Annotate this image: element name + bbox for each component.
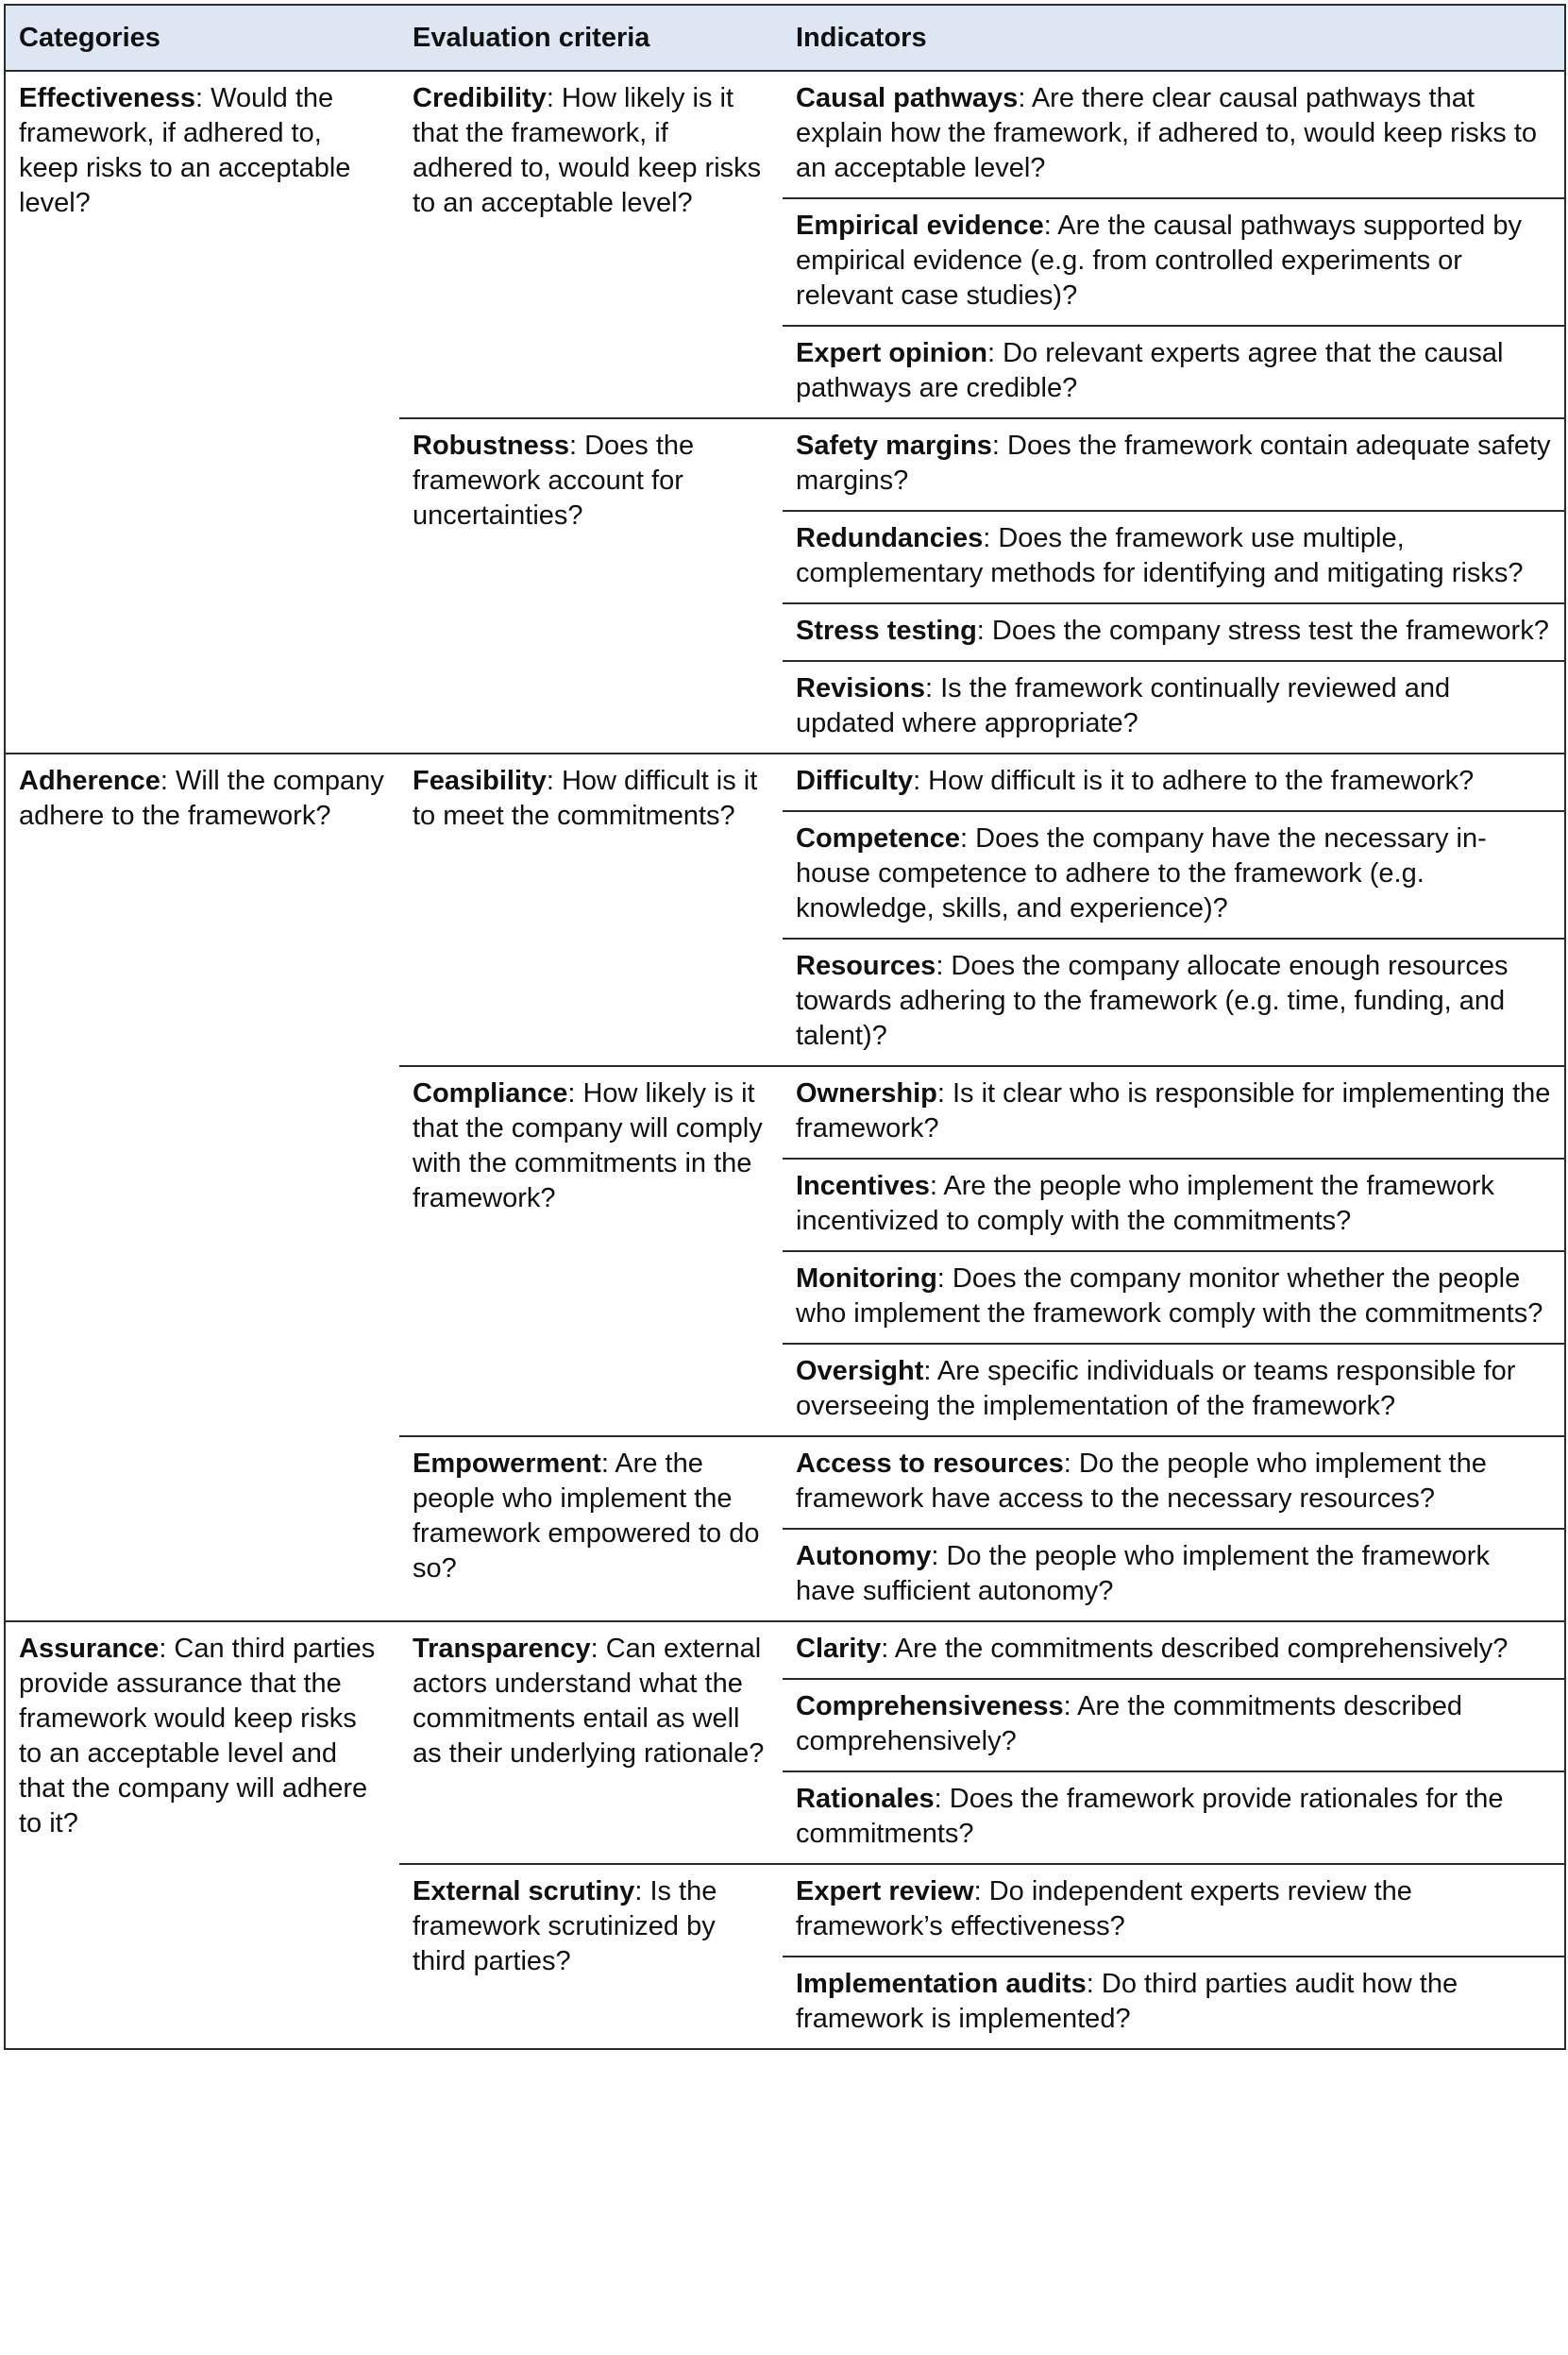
indicator-text: : Are the people who implement the framework incentivized to comply with the commitments?	[796, 1171, 1494, 1236]
category-name: Adherence	[19, 766, 160, 796]
criterion-name: Robustness	[413, 431, 569, 461]
evaluation-table-container	[4, 4, 1564, 2050]
indicator-name: Clarity	[796, 1634, 882, 1664]
indicator-name: Redundancies	[796, 523, 984, 553]
indicator-cell-difficulty	[783, 754, 1565, 811]
category-name: Assurance	[19, 1634, 160, 1664]
evaluation-table	[4, 4, 1566, 2050]
indicator-text: : Does the company monitor whether the people who implement the framework comply with the commitments?	[796, 1263, 1543, 1329]
indicator-text: : Are the commitments described comprehensively?	[881, 1634, 1509, 1664]
indicator-cell-revisions	[783, 661, 1565, 754]
indicator-cell-competence	[783, 811, 1565, 939]
criterion-name: Transparency	[413, 1634, 591, 1664]
criterion-cell-robustness	[399, 418, 783, 754]
indicator-name: Comprehensiveness	[796, 1691, 1064, 1721]
category-text: : Will the company adhere to the framework?	[19, 766, 384, 831]
indicator-text: : Are specific individuals or teams responsible for overseeing the implementation of the framework?	[796, 1356, 1516, 1421]
header-categories: Categories	[5, 5, 399, 71]
indicator-text: : Are the commitments described comprehensively?	[796, 1691, 1462, 1756]
header-row	[5, 5, 1565, 71]
indicator-text: : How difficult is it to adhere to the framework?	[913, 766, 1475, 796]
criterion-cell-compliance	[399, 1066, 783, 1436]
category-cell-effectiveness	[5, 71, 399, 754]
indicator-text: : Do relevant experts agree that the causal pathways are credible?	[796, 338, 1504, 403]
indicator-cell-expert-review	[783, 1864, 1565, 1957]
indicator-text: : Are the causal pathways supported by empirical evidence (e.g. from controlled experiments or relevant case studies)?	[796, 211, 1522, 311]
category-name: Effectiveness	[19, 83, 195, 113]
header-evaluation-criteria: Evaluation criteria	[399, 5, 783, 71]
criterion-cell-credibility	[399, 71, 783, 418]
indicator-text: : Is the framework continually reviewed and updated where appropriate?	[796, 673, 1451, 738]
indicator-cell-empirical-evidence	[783, 198, 1565, 326]
indicator-cell-redundancies	[783, 511, 1565, 603]
indicator-cell-causal-pathways	[783, 71, 1565, 198]
indicator-name: Competence	[796, 823, 961, 854]
criterion-text: : Does the framework account for uncertainties?	[413, 431, 695, 531]
criterion-text: : How likely is it that the framework, if adhered to, would keep risks to an acceptable level?	[413, 83, 762, 218]
indicator-cell-expert-opinion	[783, 326, 1565, 418]
indicator-text: : Does the framework contain adequate safety margins?	[796, 431, 1551, 496]
indicator-cell-monitoring	[783, 1251, 1565, 1344]
criterion-cell-feasibility	[399, 754, 783, 1066]
criterion-cell-external-scrutiny	[399, 1864, 783, 2049]
criterion-name: Compliance	[413, 1078, 568, 1109]
indicator-cell-stress-testing	[783, 603, 1565, 661]
category-cell-assurance	[5, 1621, 399, 2049]
criterion-name: Credibility	[413, 83, 547, 113]
indicator-text: : Does the framework provide rationales for the commitments?	[796, 1784, 1504, 1849]
indicator-cell-rationales	[783, 1771, 1565, 1864]
criterion-text: : Is the framework scrutinized by third parties?	[413, 1876, 717, 1976]
indicator-name: Autonomy	[796, 1541, 932, 1571]
indicator-name: Expert opinion	[796, 338, 987, 368]
indicator-text: : Do third parties audit how the framework is implemented?	[796, 1969, 1458, 2034]
indicator-text: : Does the company allocate enough resources towards adhering to the framework (e.g. time, funding, and talent)?	[796, 951, 1509, 1051]
indicator-name: Revisions	[796, 673, 925, 703]
indicator-name: Oversight	[796, 1356, 924, 1386]
criterion-name: Feasibility	[413, 766, 547, 796]
indicator-text: : Does the company stress test the framework?	[976, 616, 1549, 646]
criterion-name: External scrutiny	[413, 1876, 635, 1906]
table-row	[5, 754, 1565, 811]
category-cell-adherence	[5, 754, 399, 1621]
category-text: : Would the framework, if adhered to, keep risks to an acceptable level?	[19, 83, 351, 218]
table-row	[5, 71, 1565, 198]
table-row	[5, 1621, 1565, 1679]
indicator-cell-clarity	[783, 1621, 1565, 1679]
criterion-cell-transparency	[399, 1621, 783, 1864]
table-body	[5, 71, 1565, 2049]
indicator-cell-oversight	[783, 1344, 1565, 1436]
criterion-cell-empowerment	[399, 1436, 783, 1621]
category-text: : Can third parties provide assurance that the framework would keep risks to an acceptable level and that the company will adhere to it?	[19, 1634, 376, 1838]
indicator-name: Implementation audits	[796, 1969, 1087, 1999]
criterion-text: : How difficult is it to meet the commitments?	[413, 766, 758, 831]
indicator-name: Empirical evidence	[796, 211, 1044, 241]
criterion-text: : How likely is it that the company will comply with the commitments in the framework?	[413, 1078, 763, 1213]
indicator-name: Access to resources	[796, 1449, 1064, 1479]
criterion-name: Empowerment	[413, 1449, 601, 1479]
indicator-cell-autonomy	[783, 1529, 1565, 1621]
indicator-cell-ownership	[783, 1066, 1565, 1159]
indicator-text: : Is it clear who is responsible for implementing the framework?	[796, 1078, 1551, 1144]
indicator-cell-incentives	[783, 1159, 1565, 1251]
indicator-text: : Are there clear causal pathways that explain how the framework, if adhered to, would keep risks to an acceptable level?	[796, 83, 1538, 183]
indicator-name: Incentives	[796, 1171, 930, 1201]
indicator-cell-comprehensiveness	[783, 1679, 1565, 1771]
indicator-name: Safety margins	[796, 431, 992, 461]
indicator-name: Stress testing	[796, 616, 977, 646]
indicator-name: Expert review	[796, 1876, 974, 1906]
indicator-cell-access-to-resources	[783, 1436, 1565, 1529]
indicator-cell-resources	[783, 939, 1565, 1066]
indicator-text: : Do independent experts review the framework’s effectiveness?	[796, 1876, 1412, 1941]
indicator-text: : Does the company have the necessary in-house competence to adhere to the framework (e.g. knowledge, skills, and experience)?	[796, 823, 1487, 923]
indicator-text: : Does the framework use multiple, complementary methods for identifying and mitigating risks?	[796, 523, 1524, 588]
indicator-cell-safety-margins	[783, 418, 1565, 511]
criterion-text: : Can external actors understand what the commitments entail as well as their underlying rationale?	[413, 1634, 765, 1769]
indicator-text: : Do the people who implement the framework have sufficient autonomy?	[796, 1541, 1490, 1606]
header-indicators: Indicators	[783, 5, 1565, 71]
indicator-name: Monitoring	[796, 1263, 937, 1294]
criterion-text: : Are the people who implement the framework empowered to do so?	[413, 1449, 760, 1584]
indicator-name: Causal pathways	[796, 83, 1019, 113]
indicator-name: Ownership	[796, 1078, 937, 1109]
indicator-name: Difficulty	[796, 766, 914, 796]
indicator-text: : Do the people who implement the framework have access to the necessary resources?	[796, 1449, 1487, 1514]
indicator-cell-implementation-audits	[783, 1957, 1565, 2049]
indicator-name: Rationales	[796, 1784, 935, 1814]
indicator-name: Resources	[796, 951, 936, 981]
